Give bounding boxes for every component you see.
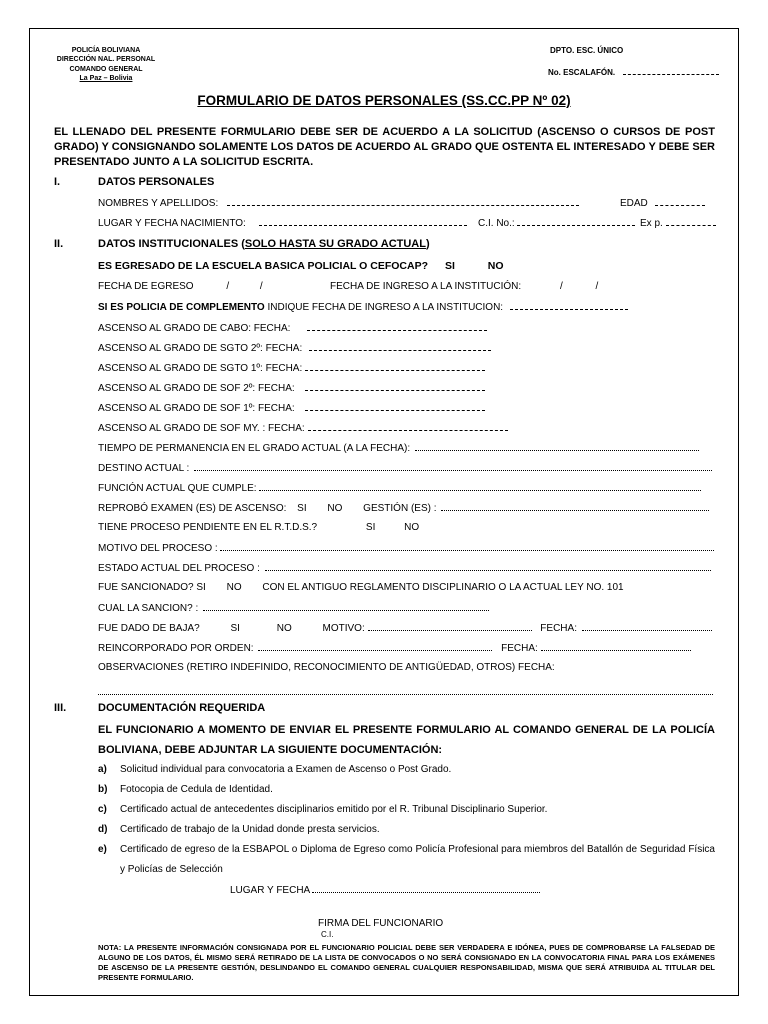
section3-number: III. bbox=[54, 702, 67, 714]
baja-motivo-label: MOTIVO: bbox=[322, 623, 365, 634]
form-title: FORMULARIO DE DATOS PERSONALES (SS.CC.PP Nº 02) bbox=[197, 93, 571, 108]
proceso-label: TIENE PROCESO PENDIENTE EN EL R.T.D.S.? bbox=[98, 522, 318, 533]
edad-field[interactable] bbox=[655, 197, 705, 206]
observaciones-row bbox=[98, 682, 713, 700]
ascenso-label: ASCENSO AL GRADO DE SOF 1º: FECHA: bbox=[98, 403, 295, 414]
reprobo-row bbox=[98, 502, 709, 514]
estado-proceso-field[interactable] bbox=[265, 562, 711, 571]
doc-item-c: Certificado actual de antecedentes disciplinarios emitido por el R. Tribunal Disciplinario Superior. bbox=[120, 804, 548, 815]
complemento-field[interactable] bbox=[510, 301, 628, 310]
escalafon-label: No. ESCALAFÓN. bbox=[548, 68, 616, 77]
destino-row bbox=[98, 462, 712, 474]
fecha-egreso-row bbox=[98, 281, 263, 292]
section2-title bbox=[98, 238, 430, 250]
reprobo-label: REPROBÓ EXAMEN (ES) DE ASCENSO: bbox=[98, 503, 287, 514]
reincorporado-field[interactable] bbox=[258, 642, 492, 651]
baja-fecha-field[interactable] bbox=[582, 622, 712, 631]
proceso-no[interactable]: NO bbox=[404, 522, 420, 533]
destino-field[interactable] bbox=[194, 462, 712, 471]
escalafon-field[interactable] bbox=[623, 66, 719, 75]
fecha-ingreso-slash-2: / bbox=[595, 281, 599, 292]
ascenso-sgto1-row bbox=[98, 362, 485, 374]
ascenso-cabo-row bbox=[98, 322, 487, 334]
section3-para: EL FUNCIONARIO A MOMENTO DE ENVIAR EL PRESENTE FORMULARIO AL COMANDO GENERAL DE LA POLICÍA BOLIVIANA, DEBE ADJUNTAR LA SIGUIENTE DOCUMENTACIÓN: bbox=[98, 724, 715, 756]
lugar-field[interactable] bbox=[259, 217, 467, 226]
observaciones-field[interactable] bbox=[98, 686, 713, 695]
ascenso-label: ASCENSO AL GRADO DE SGTO 1º: FECHA: bbox=[98, 363, 303, 374]
baja-motivo-field[interactable] bbox=[368, 622, 532, 631]
motivo-proceso-label: MOTIVO DEL PROCESO : bbox=[98, 543, 218, 554]
ascenso-label: ASCENSO AL GRADO DE SOF MY. : FECHA: bbox=[98, 423, 305, 434]
section1-number: I. bbox=[54, 176, 61, 188]
estado-proceso-label: ESTADO ACTUAL DEL PROCESO : bbox=[98, 563, 260, 574]
reincorporado-row bbox=[98, 642, 691, 654]
baja-row bbox=[98, 622, 712, 634]
tiempo-field[interactable] bbox=[415, 442, 699, 451]
gestion-field[interactable] bbox=[441, 502, 709, 511]
org-header bbox=[54, 46, 158, 83]
reprobo-si[interactable]: SI bbox=[297, 503, 307, 514]
egresado-no[interactable]: NO bbox=[487, 260, 504, 272]
cual-sancion-field[interactable] bbox=[203, 602, 489, 611]
estado-proceso-row bbox=[98, 562, 711, 574]
edad-row bbox=[620, 197, 705, 209]
tiempo-label: TIEMPO DE PERMANENCIA EN EL GRADO ACTUAL (A LA FECHA): bbox=[98, 443, 411, 454]
cual-sancion-label: CUAL LA SANCION? : bbox=[98, 603, 199, 614]
org-line1: POLICÍA BOLIVIANA bbox=[71, 47, 141, 54]
org-line3: COMANDO GENERAL bbox=[69, 66, 143, 73]
proceso-si[interactable]: SI bbox=[365, 522, 376, 533]
ci-field[interactable] bbox=[517, 217, 635, 226]
firma-label: FIRMA DEL FUNCIONARIO bbox=[318, 918, 444, 929]
fecha-egreso-label: FECHA DE EGRESO bbox=[98, 281, 194, 292]
ascenso-sofmy-row bbox=[98, 422, 508, 434]
fecha-ingreso-row bbox=[330, 281, 598, 292]
nota-text: NOTA: LA PRESENTE INFORMACIÓN CONSIGNADA POR EL FUNCIONARIO POLICIAL DEBE SER VERDADERA E IDÓNEA, PUES DE COMPROBARSE LA FALSEDAD DE ALGUNO DE LOS DATOS, ÉL MISMO SERÁ RETIRADO DE LA LISTA DE CONVOCADOS O NO SERÁ CONSIGNADO EN LA CONVOCATORIA FINAL PARA LOS EXÁMENES DE ASCENSO DE LA PRESENTE GESTIÓN, DESLINDANDO EL COMANDO GENERAL CUALQUIER RESPONSABILIDAD, MISMA QUE SERÁ ATRIBUIDA AL TITULAR DEL PRESENTE FORMULARIO. bbox=[98, 943, 715, 982]
doc-letter-c: c) bbox=[98, 804, 107, 815]
sancionado-no[interactable]: NO bbox=[226, 582, 242, 593]
baja-si[interactable]: SI bbox=[230, 623, 240, 634]
ascenso-label: ASCENSO AL GRADO DE SGTO 2º: FECHA: bbox=[98, 343, 303, 354]
egresado-row bbox=[98, 260, 504, 272]
tiempo-row bbox=[98, 442, 699, 454]
ascenso-label: ASCENSO AL GRADO DE SOF 2º: FECHA: bbox=[98, 383, 295, 394]
exp-label: Ex p. bbox=[640, 218, 663, 229]
fecha-egreso-slash-1: / bbox=[226, 281, 230, 292]
doc-item-e: Certificado de egreso de la ESBAPOL o Diploma de Egreso como Policía Profesional para miembros del Batallón de Seguridad Física y Policías de Selección bbox=[120, 844, 715, 875]
doc-letter-d: d) bbox=[98, 824, 108, 835]
complemento-label-bold: SI ES POLICIA DE COMPLEMENTO bbox=[98, 302, 265, 313]
fecha-ingreso-slash-1: / bbox=[559, 281, 563, 292]
exp-row bbox=[640, 217, 716, 229]
section2-title-prefix: DATOS INSTITUCIONALES ( bbox=[98, 238, 245, 250]
fecha-egreso-slash-2: / bbox=[259, 281, 263, 292]
nombres-label: NOMBRES Y APELLIDOS: bbox=[98, 198, 219, 209]
ascenso-field[interactable] bbox=[309, 342, 491, 351]
ascenso-field[interactable] bbox=[307, 322, 487, 331]
section2-number: II. bbox=[54, 238, 64, 250]
lugar-label: LUGAR Y FECHA NACIMIENTO: bbox=[98, 218, 246, 229]
sancionado-row bbox=[98, 582, 624, 593]
ascenso-label: ASCENSO AL GRADO DE CABO: FECHA: bbox=[98, 323, 291, 334]
reincorporado-fecha-label: FECHA: bbox=[501, 643, 538, 654]
sancionado-si[interactable]: SI bbox=[196, 582, 206, 593]
proceso-row bbox=[98, 522, 419, 533]
egresado-question: ES EGRESADO DE LA ESCUELA BASICA POLICIAL O CEFOCAP? bbox=[98, 260, 429, 272]
motivo-proceso-row bbox=[98, 542, 714, 554]
doc-item-d: Certificado de trabajo de la Unidad donde presta servicios. bbox=[120, 824, 380, 835]
doc-letter-b: b) bbox=[98, 784, 108, 795]
ascenso-sof2-row bbox=[98, 382, 485, 394]
firma-ci-label: C.I. bbox=[321, 930, 334, 939]
ascenso-field[interactable] bbox=[305, 402, 485, 411]
destino-label: DESTINO ACTUAL : bbox=[98, 463, 190, 474]
egresado-si[interactable]: SI bbox=[444, 260, 455, 272]
lugar-fecha-row bbox=[230, 884, 540, 896]
observaciones-label: OBSERVACIONES (RETIRO INDEFINIDO, RECONOCIMIENTO DE ANTIGÜEDAD, OTROS) FECHA: bbox=[98, 662, 555, 673]
ascenso-field[interactable] bbox=[305, 382, 485, 391]
nombres-field[interactable] bbox=[227, 197, 579, 206]
funcion-field[interactable] bbox=[259, 482, 701, 491]
section2-title-suffix: ) bbox=[425, 238, 430, 250]
funcion-label: FUNCIÓN ACTUAL QUE CUMPLE: bbox=[98, 483, 257, 494]
lugar-row bbox=[98, 217, 467, 229]
doc-letter-e: e) bbox=[98, 844, 107, 855]
org-line4: La Paz – Bolivia bbox=[79, 75, 133, 82]
edad-label: EDAD bbox=[620, 198, 648, 209]
ci-label: C.I. No.: bbox=[478, 218, 515, 229]
fecha-ingreso-label: FECHA DE INGRESO A LA INSTITUCIÓN: bbox=[330, 281, 522, 292]
motivo-proceso-field[interactable] bbox=[220, 542, 714, 551]
reincorporado-label: REINCORPORADO POR ORDEN: bbox=[98, 643, 254, 654]
complemento-label: INDIQUE FECHA DE INGRESO A LA INSTITUCION: bbox=[267, 302, 504, 313]
dept-label: DPTO. ESC. ÚNICO bbox=[550, 46, 624, 55]
ascenso-sof1-row bbox=[98, 402, 485, 414]
intro-text: EL LLENADO DEL PRESENTE FORMULARIO DEBE SER DE ACUERDO A LA SOLICITUD (ASCENSO O CURSOS DE POST GRADO) Y CONSIGNANDO SOLAMENTE LOS DATOS DE ACUERDO AL GRADO QUE OSTENTA EL INTERESADO Y DEBE SER PRESENTADO JUNTO A LA SOLICITUD ESCRITA. bbox=[54, 126, 715, 168]
ascenso-sgto2-row bbox=[98, 342, 491, 354]
lugar-fecha-label: LUGAR Y FECHA bbox=[230, 885, 310, 896]
baja-no[interactable]: NO bbox=[276, 623, 292, 634]
escalafon-row bbox=[548, 66, 719, 77]
ascenso-field[interactable] bbox=[308, 422, 508, 431]
doc-item-a: Solicitud individual para convocatoria a Examen de Ascenso o Post Grado. bbox=[120, 764, 452, 775]
ascenso-field[interactable] bbox=[305, 362, 485, 371]
section1-title: DATOS PERSONALES bbox=[98, 176, 215, 188]
doc-item-b: Fotocopia de Cedula de Identidad. bbox=[120, 784, 273, 795]
exp-field[interactable] bbox=[666, 217, 716, 226]
org-line2: DIRECCIÓN NAL. PERSONAL bbox=[56, 56, 156, 63]
section2-title-underlined: SOLO HASTA SU GRADO ACTUAL bbox=[244, 238, 426, 250]
section3-title: DOCUMENTACIÓN REQUERIDA bbox=[98, 702, 266, 714]
baja-fecha-label: FECHA: bbox=[540, 623, 577, 634]
doc-letter-a: a) bbox=[98, 764, 107, 775]
reglamento-label: CON EL ANTIGUO REGLAMENTO DISCIPLINARIO O LA ACTUAL LEY NO. 101 bbox=[262, 582, 624, 593]
complemento-row bbox=[98, 301, 628, 313]
reprobo-no[interactable]: NO bbox=[327, 503, 343, 514]
lugar-fecha-field[interactable] bbox=[312, 884, 540, 893]
cual-sancion-row bbox=[98, 602, 489, 614]
reincorporado-fecha-field[interactable] bbox=[541, 642, 691, 651]
funcion-row bbox=[98, 482, 701, 494]
sancionado-label: FUE SANCIONADO? bbox=[98, 582, 194, 593]
baja-label: FUE DADO DE BAJA? bbox=[98, 623, 200, 634]
ci-row bbox=[478, 217, 635, 229]
gestion-label: GESTIÓN (ES) : bbox=[363, 503, 437, 514]
nombres-row bbox=[98, 197, 579, 209]
